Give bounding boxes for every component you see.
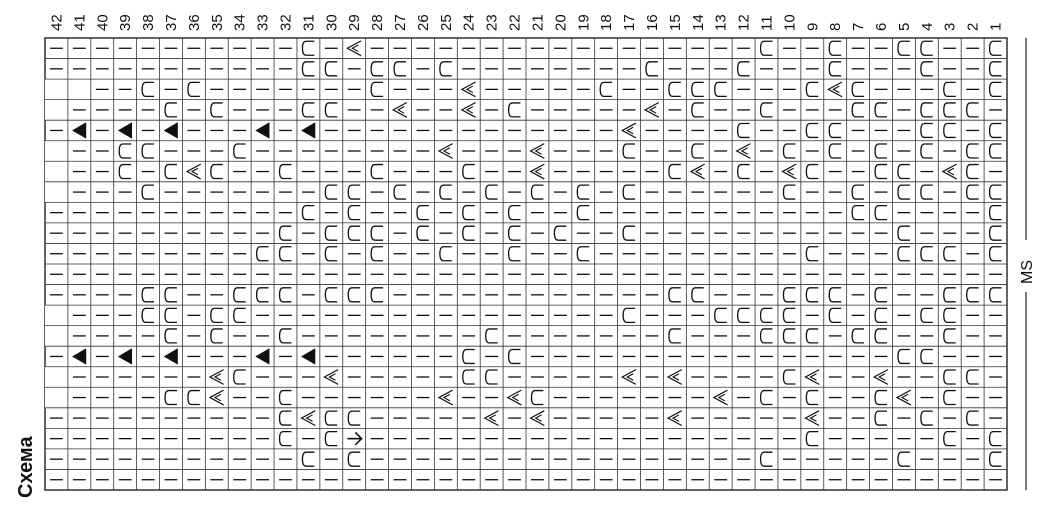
column-number: 31 xyxy=(300,14,318,31)
column-number: 20 xyxy=(552,14,570,31)
column-number: 1 xyxy=(987,22,1005,31)
column-number: 37 xyxy=(162,14,180,31)
column-number: 16 xyxy=(643,14,661,31)
no-stitch-cell xyxy=(45,182,68,203)
column-number: 15 xyxy=(666,14,684,31)
column-number: 7 xyxy=(850,22,868,31)
column-number: 34 xyxy=(231,14,249,31)
column-number: 17 xyxy=(621,14,639,31)
column-number: 13 xyxy=(712,14,730,31)
column-number: 10 xyxy=(781,14,799,31)
column-number: 11 xyxy=(758,15,776,31)
column-number: 14 xyxy=(689,14,707,31)
column-number: 28 xyxy=(369,14,387,31)
no-stitch-cell xyxy=(45,161,68,182)
column-number: 36 xyxy=(185,14,203,31)
column-number: 24 xyxy=(460,14,478,31)
column-number: 33 xyxy=(254,14,272,31)
no-stitch-cell xyxy=(68,79,91,100)
column-number: 6 xyxy=(873,22,891,31)
column-number: 35 xyxy=(208,14,226,31)
column-number: 5 xyxy=(895,22,913,31)
column-number: 25 xyxy=(437,14,455,31)
repeat-label: MS xyxy=(1019,260,1036,284)
column-number: 40 xyxy=(94,14,112,31)
no-stitch-cell xyxy=(45,367,68,388)
column-number: 2 xyxy=(964,22,982,31)
no-stitch-cell xyxy=(45,79,68,100)
no-stitch-cell xyxy=(45,326,68,347)
column-number: 8 xyxy=(827,22,845,31)
column-number: 4 xyxy=(918,22,936,31)
column-number: 30 xyxy=(323,14,341,31)
column-number: 21 xyxy=(529,14,547,31)
chart-title: Схема xyxy=(15,436,37,498)
column-number: 19 xyxy=(575,14,593,31)
no-stitch-cell xyxy=(45,305,68,326)
column-number: 12 xyxy=(735,14,753,31)
column-number: 32 xyxy=(277,14,295,31)
column-number: 18 xyxy=(598,14,616,31)
column-number: 41 xyxy=(71,14,89,31)
chart-title-area xyxy=(6,330,36,500)
column-number: 42 xyxy=(48,14,66,31)
column-number: 22 xyxy=(506,14,524,31)
column-number: 27 xyxy=(392,14,410,31)
column-number: 29 xyxy=(346,14,364,31)
column-number: 26 xyxy=(414,14,432,31)
column-number: 38 xyxy=(140,14,158,31)
column-number: 23 xyxy=(483,14,501,31)
column-number: 9 xyxy=(804,22,822,31)
column-number: 3 xyxy=(941,22,959,31)
no-stitch-cell xyxy=(45,100,68,121)
no-stitch-cell xyxy=(45,387,68,408)
no-stitch-cell xyxy=(45,141,68,162)
column-number: 39 xyxy=(117,14,135,31)
